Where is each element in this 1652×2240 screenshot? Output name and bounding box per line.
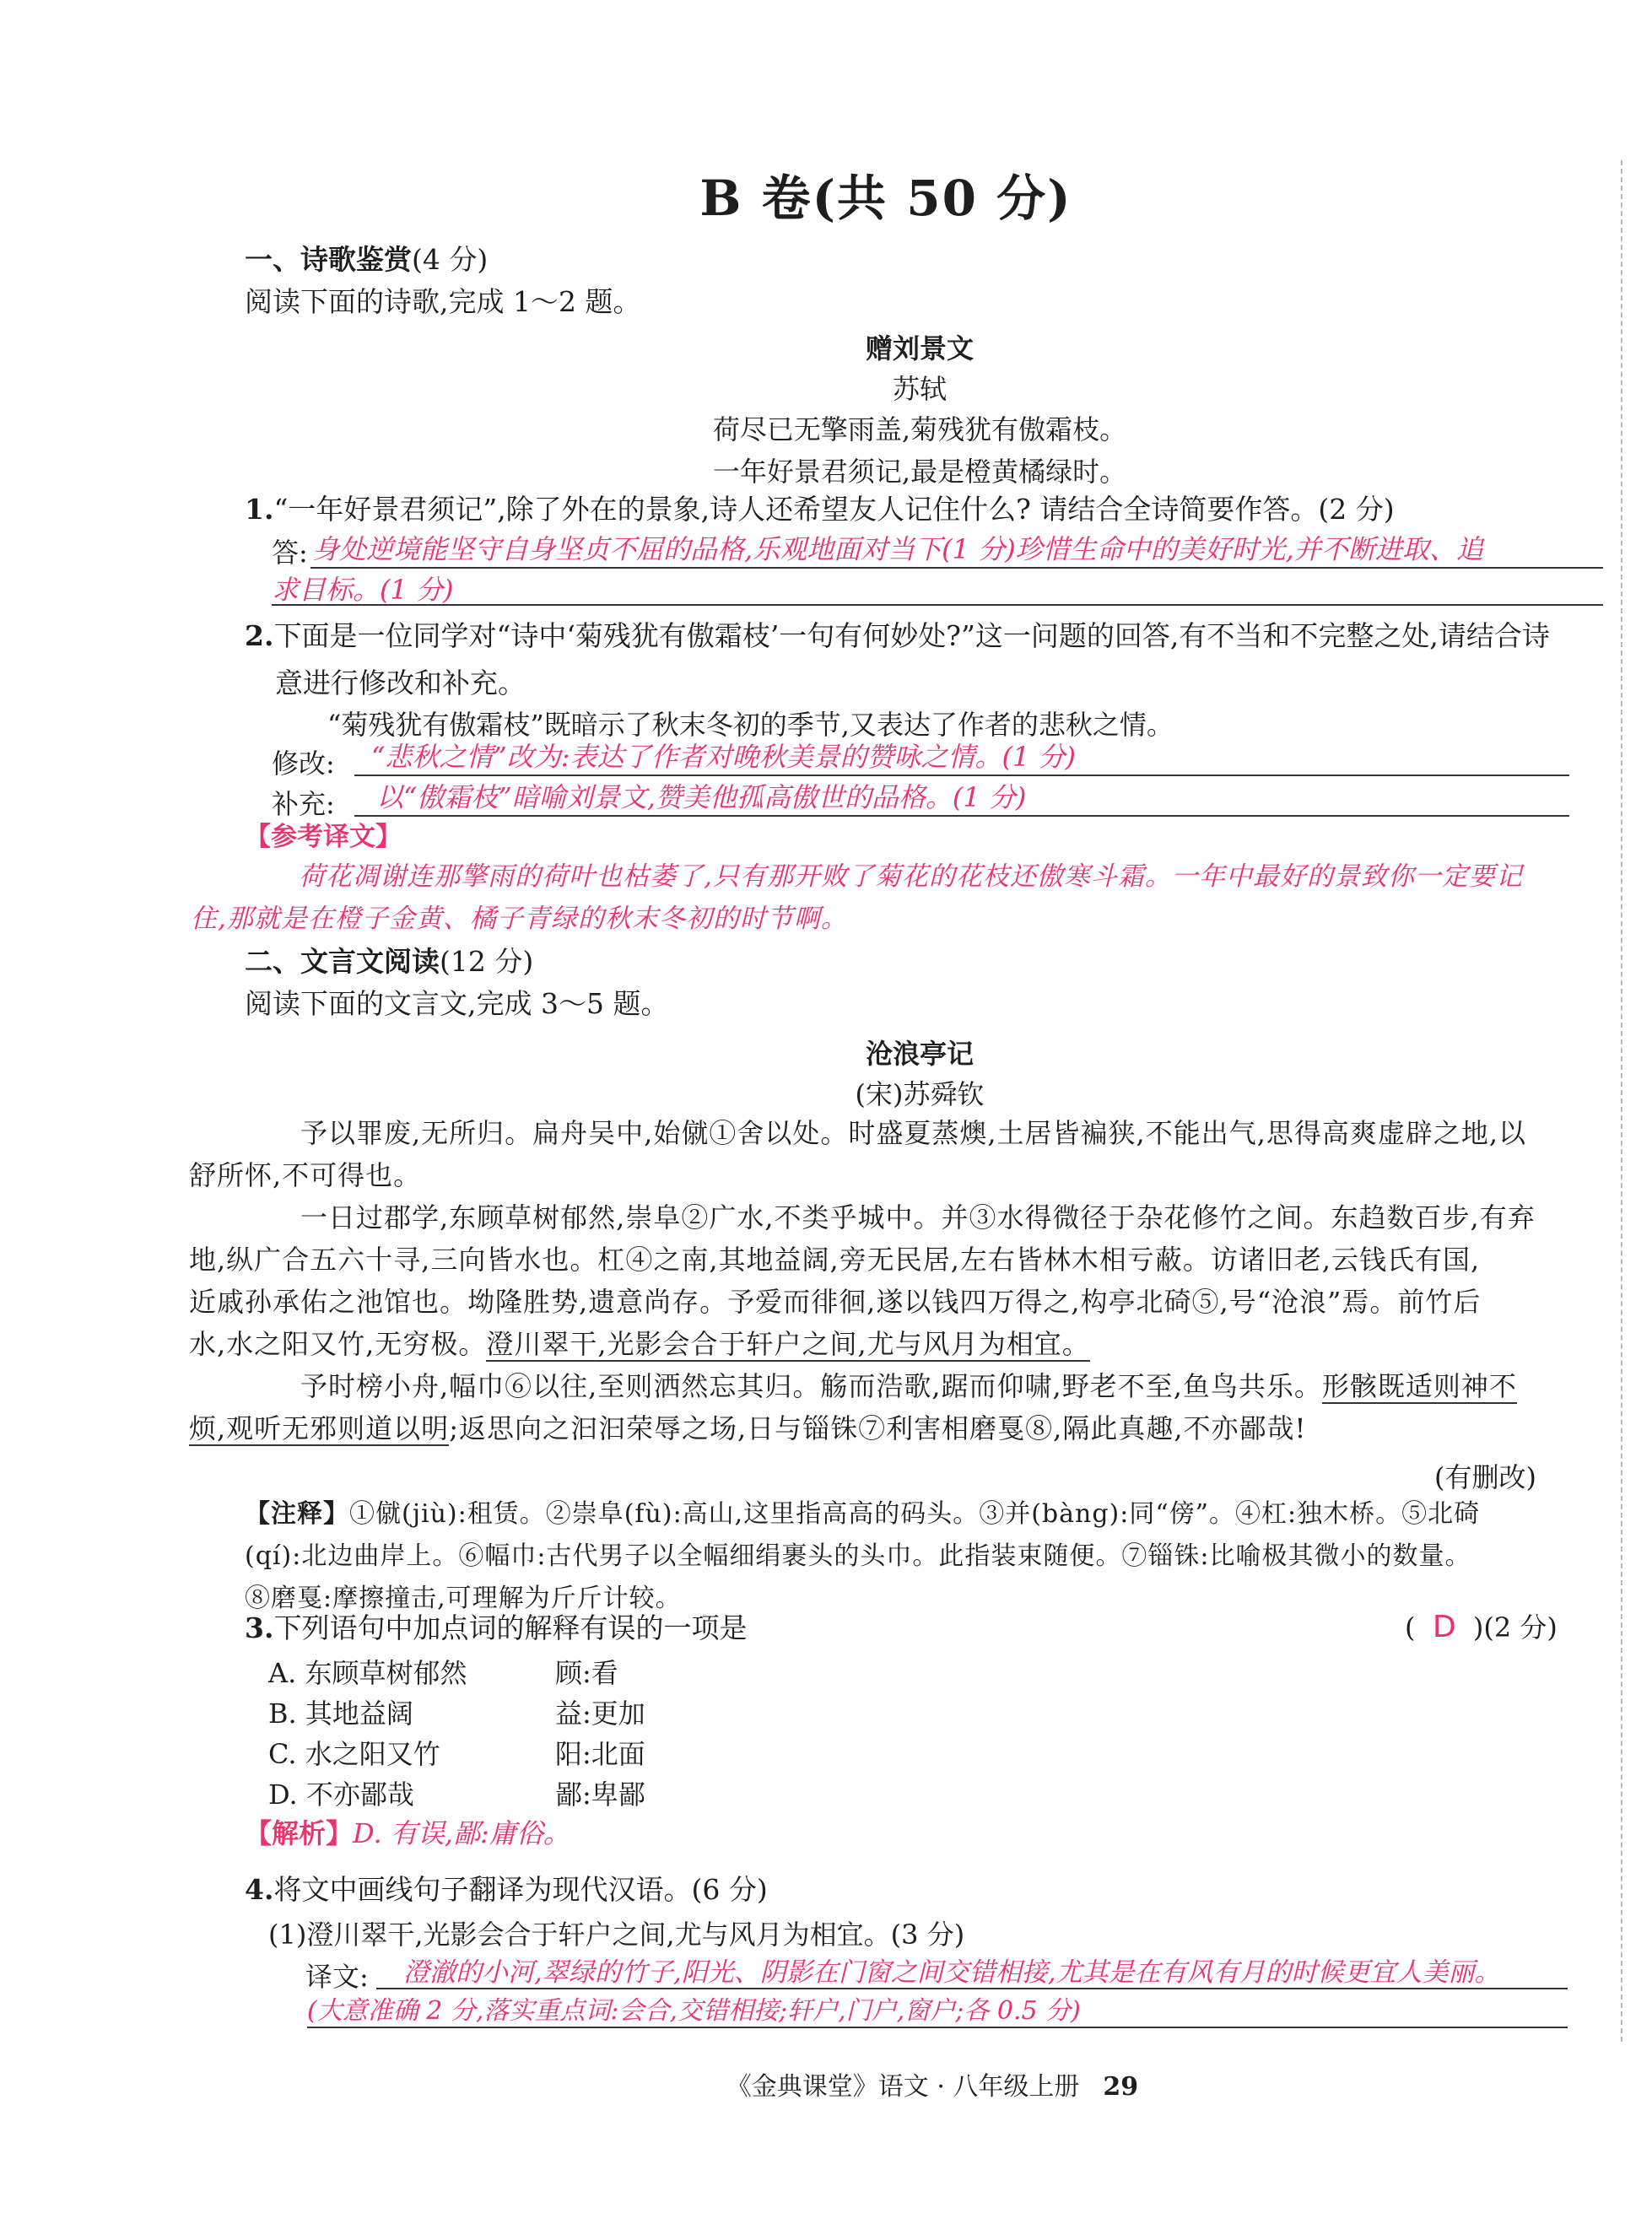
q4-scoring-note: (大意准确 2 分,落实重点词:会合,交错相接;轩户,门户,窗户;各 0.5 分) bbox=[307, 1996, 1081, 2026]
essay-paragraph-1: 予以罪废,无所归。扁舟吴中,始僦①舍以处。时盛夏蒸燠,土居皆褊狭,不能出气,思得高爽虚辟之地,以 舒所怀,不可得也。 bbox=[189, 1117, 1527, 1191]
reference-translation: 荷花凋谢连那擎雨的荷叶也枯萎了,只有那开败了菊花的花枝还傲寒斗霜。一年中最好的景致你一定要记 住,那就是在橙子金黄、橘子青绿的秋末冬初的时节啊。 bbox=[191, 861, 1523, 934]
poem-line-2: 一年好景君须记,最是橙黄橘绿时。 bbox=[712, 456, 1127, 488]
q4-translation-label: 译文: bbox=[305, 1961, 369, 1993]
q2-modify-answer: “悲秋之情”改为:表达了作者对晚秋美景的赞咏之情。(1 分) bbox=[371, 741, 1077, 773]
question-4: 4.将文中画线句子翻译为现代汉语。(6 分) bbox=[245, 1873, 768, 1906]
answer-underline bbox=[354, 815, 1569, 817]
section2-intro: 阅读下面的文言文,完成 3～5 题。 bbox=[245, 987, 669, 1020]
answer-underline bbox=[272, 604, 1603, 606]
q4-translation-answer: 澄澈的小河,翠绿的竹子,阳光、阴影在门窗之间交错相接,尤其是在有风有月的时候更宜人美丽。 bbox=[403, 1957, 1501, 1988]
poem-line-1: 荷尽已无擎雨盖,菊残犹有傲霜枝。 bbox=[712, 413, 1127, 445]
q3-answer-bracket: ( D )(2 分) bbox=[1405, 1610, 1558, 1644]
question-1: 1.“一年好景君须记”,除了外在的景象,诗人还希望友人记住什么? 请结合全诗简要作答。(2 分) bbox=[245, 493, 1395, 526]
poem-author: 苏轼 bbox=[892, 373, 947, 405]
q3-analysis: 【解析】D. 有误,鄙:庸俗。 bbox=[245, 1817, 570, 1849]
q3-answer: D bbox=[1432, 1610, 1456, 1644]
answer-underline bbox=[310, 567, 1603, 569]
section1-heading: 一、诗歌鉴赏(4 分) bbox=[245, 243, 489, 276]
q3-option-c-def: 阳:北面 bbox=[555, 1738, 645, 1770]
q3-option-d: D. 不亦鄙哉 bbox=[268, 1779, 414, 1811]
essay-author: (宋)苏舜钦 bbox=[855, 1078, 985, 1110]
underlined-sentence-2: 形骸既适则神不 bbox=[1321, 1370, 1517, 1402]
q3-option-c: C. 水之阳又竹 bbox=[268, 1738, 440, 1770]
q4-sub-1: (1)澄川翠干,光影会合于轩户之间,尤与风月为相宜。(3 分) bbox=[268, 1919, 965, 1951]
annotations: 【注释】①僦(jiù):租赁。②崇阜(fù):高山,这里指高高的码头。③并(bàng):同“傍”。④杠:独木桥。⑤北碕 (qí):北边曲岸上。⑥幅巾:古代男子以全幅细绢裹头的头巾。此指装束随便。⑦锱铢:比喻极其微小的数量。 ⑧磨戛:摩擦撞击,可理解为斤斤计较。 bbox=[245, 1499, 1481, 1613]
q1-answer-label: 答: bbox=[272, 537, 308, 569]
section1-intro: 阅读下面的诗歌,完成 1～2 题。 bbox=[245, 285, 641, 318]
question-3: 3.下列语句中加点词的解释有误的一项是 bbox=[245, 1611, 748, 1644]
q2-modify-label: 修改: bbox=[272, 748, 335, 780]
answer-underline bbox=[307, 2027, 1568, 2028]
q1-answer-line-2: 求目标。(1 分) bbox=[272, 574, 454, 606]
reference-translation-heading: 【参考译文】 bbox=[245, 822, 402, 852]
underlined-sentence-2-cont: 烦,观听无邪则道以明 bbox=[189, 1412, 450, 1444]
q2-quote: “菊残犹有傲霜枝”既暗示了秋末冬初的季节,又表达了作者的悲秋之情。 bbox=[327, 709, 1174, 741]
poem-title: 赠刘景文 bbox=[865, 332, 974, 364]
q3-option-a-def: 顾:看 bbox=[555, 1657, 618, 1689]
question-2-line-1: 2.下面是一位同学对“诗中‘菊残犹有傲霜枝’一句有何妙处?”这一问题的回答,有不当和不完整之处,请结合诗 bbox=[245, 619, 1550, 652]
q3-option-a: A. 东顾草树郁然 bbox=[268, 1657, 467, 1689]
page-number: 29 bbox=[1103, 2072, 1139, 2102]
underlined-sentence-1: 澄川翠干,光影会合于轩户之间,尤与风月为相宜。 bbox=[486, 1328, 1090, 1360]
essay-title: 沧浪亭记 bbox=[865, 1038, 974, 1070]
q2-supplement-label: 补充: bbox=[272, 788, 335, 820]
essay-paragraph-2: 一日过郡学,东顾草树郁然,崇阜②广水,不类乎城中。并③水得微径于杂花修竹之间。东趋数百步,有弃 地,纵广合五六十寻,三向皆水也。杠④之南,其地益阔,旁无民居,左右皆林木相亏蔽。访诸旧老,云钱氏有国, 近戚孙承佑之池馆也。坳隆胜势,遗意尚存。予爱而徘徊,遂以钱四万得之,构亭北碕⑤,号“沧浪”焉。前竹后 水,水之阳又竹,无穷极。澄川翠干,光影会合于轩户之间,尤与风月为相宜。 bbox=[189, 1201, 1536, 1360]
section2-heading: 二、文言文阅读(12 分) bbox=[245, 945, 534, 978]
q3-option-d-def: 鄙:卑鄙 bbox=[555, 1779, 645, 1811]
question-2-line-2: 意进行修改和补充。 bbox=[275, 667, 526, 699]
essay-paragraph-3: 予时榜小舟,幅巾⑥以往,至则洒然忘其归。觞而浩歌,踞而仰啸,野老不至,鱼鸟共乐。形骸既适则神不 烦,观听无邪则道以明;返思向之汩汩荣辱之场,日与锱铢⑦利害相磨戛⑧,隔此真趣,不亦鄙哉! bbox=[189, 1370, 1517, 1444]
q3-option-b: B. 其地益阔 bbox=[268, 1698, 413, 1730]
q3-option-b-def: 益:更加 bbox=[555, 1698, 645, 1730]
page-footer: 《金典课堂》语文 · 八年级上册 29 bbox=[726, 2072, 1139, 2102]
q1-answer-line-1: 身处逆境能坚守自身坚贞不屈的品格,乐观地面对当下(1 分)珍惜生命中的美好时光,并不断进取、追 bbox=[312, 533, 1483, 565]
essay-source: (有删改) bbox=[1434, 1461, 1536, 1493]
q2-supplement-answer: 以“傲霜枝”暗喻刘景文,赞美他孤高傲世的品格。(1 分) bbox=[376, 781, 1027, 813]
page-title: B 卷(共 50 分) bbox=[699, 170, 1072, 227]
